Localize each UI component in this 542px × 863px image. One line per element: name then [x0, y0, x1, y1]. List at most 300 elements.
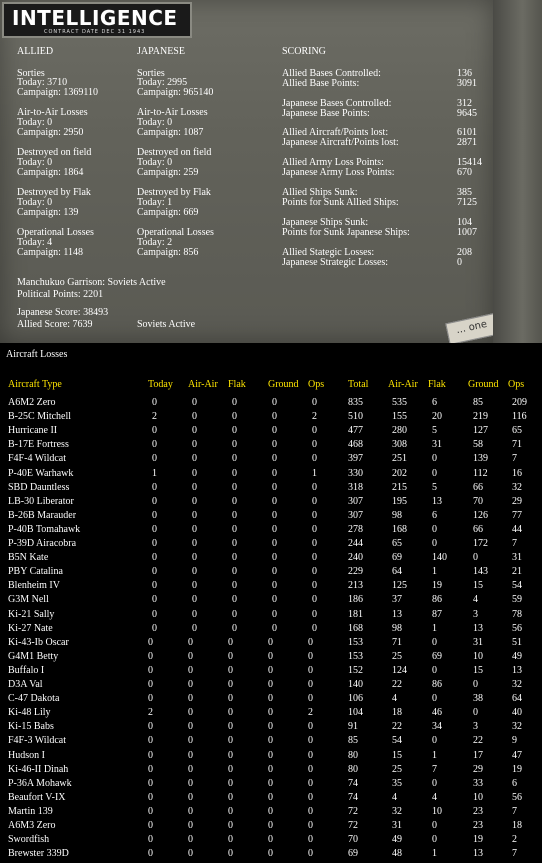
aircraft-losses-title: Aircraft Losses	[6, 349, 68, 360]
loss-value: 0	[308, 651, 313, 662]
loss-value: 21	[512, 566, 522, 577]
loss-value: 7	[432, 764, 437, 775]
loss-value: 168	[348, 623, 363, 634]
allied-sorties-campaign: Campaign: 1369110	[17, 87, 99, 98]
scoring-label: Points for Sunk Allied Ships:	[282, 197, 399, 208]
japanese-flak-campaign: Campaign: 669	[137, 207, 199, 218]
loss-value: 91	[348, 721, 358, 732]
loss-value: 0	[432, 665, 437, 676]
aircraft-type: Brewster 339D	[8, 848, 69, 859]
loss-value: 22	[392, 721, 402, 732]
aircraft-type: B-26B Marauder	[8, 510, 77, 521]
loss-value: 0	[148, 792, 153, 803]
loss-value: 7	[512, 806, 517, 817]
loss-value: 0	[192, 496, 197, 507]
aircraft-type: F4F-3 Wildcat	[8, 735, 67, 746]
aircraft-type: Ki-15 Babs	[8, 721, 54, 732]
loss-value: 0	[312, 510, 317, 521]
loss-value: 25	[392, 651, 402, 662]
loss-value: 307	[348, 496, 363, 507]
loss-value: 126	[473, 510, 488, 521]
loss-value: 0	[148, 735, 153, 746]
loss-value: 0	[148, 651, 153, 662]
scoring-label: Japanese Base Points:	[282, 108, 370, 119]
japanese-sorties-campaign: Campaign: 965140	[137, 87, 214, 98]
loss-value: 0	[272, 552, 277, 563]
loss-value: 37	[392, 594, 402, 605]
loss-value: 0	[432, 693, 437, 704]
loss-value: 0	[192, 594, 197, 605]
loss-value: 127	[473, 425, 488, 436]
scoring-value: 208	[457, 247, 472, 258]
loss-value: 0	[312, 538, 317, 549]
aircraft-type: P-40E Warhawk	[8, 468, 74, 479]
aircraft-type: Ki-21 Sally	[8, 609, 55, 620]
scoring-value: 136	[457, 68, 472, 79]
loss-value: 0	[272, 609, 277, 620]
loss-value: 0	[272, 623, 277, 634]
loss-value: 0	[312, 580, 317, 591]
loss-value: 0	[232, 425, 237, 436]
loss-value: 0	[192, 397, 197, 408]
loss-value: 397	[348, 453, 363, 464]
loss-value: 0	[228, 820, 233, 831]
loss-value: 835	[348, 397, 363, 408]
loss-value: 0	[228, 665, 233, 676]
loss-value: 44	[512, 524, 522, 535]
loss-value: 0	[312, 397, 317, 408]
loss-value: 0	[232, 524, 237, 535]
loss-value: 186	[348, 594, 363, 605]
japanese-header: JAPANESE	[137, 46, 185, 57]
loss-value: 0	[432, 538, 437, 549]
loss-value: 0	[152, 609, 157, 620]
scoring-value: 2871	[457, 137, 477, 148]
loss-value: 22	[392, 679, 402, 690]
loss-value: 0	[152, 425, 157, 436]
loss-value: 0	[148, 693, 153, 704]
loss-value: 0	[192, 552, 197, 563]
manchukuo-garrison: Manchukuo Garrison: Soviets Active	[17, 277, 166, 288]
loss-value: 0	[148, 806, 153, 817]
loss-value: 7	[512, 453, 517, 464]
loss-value: 278	[348, 524, 363, 535]
loss-value: 229	[348, 566, 363, 577]
loss-value: 69	[392, 552, 402, 563]
loss-value: 106	[348, 693, 363, 704]
loss-value: 0	[432, 524, 437, 535]
loss-value: 0	[192, 411, 197, 422]
loss-value: 46	[432, 707, 442, 718]
loss-value: 153	[348, 651, 363, 662]
japanese-flak-today: Today: 1	[137, 197, 173, 208]
loss-value: 31	[392, 820, 402, 831]
loss-value: 0	[432, 453, 437, 464]
aircraft-type: P-36A Mohawk	[8, 778, 72, 789]
scoring-label: Points for Sunk Japanese Ships:	[282, 227, 410, 238]
aircraft-type: Hudson I	[8, 750, 45, 761]
loss-value: 2	[152, 411, 157, 422]
aircraft-type: P-40B Tomahawk	[8, 524, 81, 535]
scoring-value: 7125	[457, 197, 477, 208]
allied-a2a-label: Air-to-Air Losses	[17, 107, 88, 118]
loss-value: 54	[512, 580, 522, 591]
japanese-ops-label: Operational Losses	[137, 227, 214, 238]
scoring-value: 0	[457, 257, 462, 268]
loss-value: 0	[308, 834, 313, 845]
loss-value: 0	[272, 524, 277, 535]
loss-value: 0	[432, 778, 437, 789]
loss-value: 140	[348, 679, 363, 690]
loss-value: 0	[268, 637, 273, 648]
scoring-value: 670	[457, 167, 472, 178]
loss-value: 0	[152, 580, 157, 591]
loss-value: 280	[392, 425, 407, 436]
loss-value: 0	[432, 637, 437, 648]
scoring-label: Allied Stategic Losses:	[282, 247, 375, 258]
column-header: Today	[148, 379, 173, 390]
loss-value: 54	[392, 735, 402, 746]
loss-value: 0	[232, 468, 237, 479]
loss-value: 98	[392, 623, 402, 634]
loss-value: 0	[272, 580, 277, 591]
scoring-label: Japanese Strategic Losses:	[282, 257, 389, 268]
loss-value: 85	[348, 735, 358, 746]
loss-value: 172	[473, 538, 488, 549]
loss-value: 0	[268, 651, 273, 662]
loss-value: 0	[152, 439, 157, 450]
aircraft-type: Swordfish	[8, 834, 50, 845]
loss-value: 251	[392, 453, 407, 464]
scoring-label: Allied Army Loss Points:	[282, 157, 384, 168]
loss-value: 0	[192, 453, 197, 464]
loss-value: 153	[348, 637, 363, 648]
loss-value: 19	[512, 764, 522, 775]
aircraft-type: Ki-27 Nate	[8, 623, 53, 634]
loss-value: 0	[268, 834, 273, 845]
loss-value: 124	[392, 665, 407, 676]
loss-value: 86	[432, 679, 442, 690]
column-header: Air-Air	[388, 379, 418, 390]
loss-value: 0	[432, 834, 437, 845]
loss-value: 18	[392, 707, 402, 718]
scoring-label: Japanese Bases Controlled:	[282, 98, 392, 109]
loss-value: 0	[268, 707, 273, 718]
soviets-status: Soviets Active	[137, 319, 196, 330]
loss-value: 0	[192, 439, 197, 450]
loss-value: 0	[268, 764, 273, 775]
loss-value: 13	[473, 623, 483, 634]
loss-value: 15	[392, 750, 402, 761]
loss-value: 0	[152, 482, 157, 493]
loss-value: 0	[188, 735, 193, 746]
loss-value: 0	[268, 735, 273, 746]
loss-value: 2	[312, 411, 317, 422]
loss-value: 77	[512, 510, 522, 521]
loss-value: 20	[432, 411, 442, 422]
loss-value: 0	[148, 750, 153, 761]
loss-value: 3	[473, 721, 478, 732]
loss-value: 0	[268, 806, 273, 817]
loss-value: 56	[512, 792, 522, 803]
aircraft-type: Ki-48 Lily	[8, 707, 51, 718]
scoring-label: Japanese Army Loss Points:	[282, 167, 395, 178]
loss-value: 0	[188, 665, 193, 676]
column-header: Total	[348, 379, 369, 390]
loss-value: 32	[512, 679, 522, 690]
loss-value: 0	[192, 524, 197, 535]
loss-value: 80	[348, 764, 358, 775]
aircraft-type: D3A Val	[8, 679, 43, 690]
loss-value: 0	[272, 453, 277, 464]
loss-value: 152	[348, 665, 363, 676]
loss-value: 0	[192, 609, 197, 620]
loss-value: 0	[188, 651, 193, 662]
column-header: Ground	[468, 379, 499, 390]
intelligence-panel	[0, 0, 493, 343]
loss-value: 0	[232, 594, 237, 605]
loss-value: 244	[348, 538, 363, 549]
aircraft-type: Buffalo I	[8, 665, 45, 676]
loss-value: 0	[268, 820, 273, 831]
loss-value: 15	[473, 665, 483, 676]
loss-value: 181	[348, 609, 363, 620]
loss-value: 0	[188, 707, 193, 718]
column-header: Air-Air	[188, 379, 218, 390]
loss-value: 0	[232, 566, 237, 577]
loss-value: 35	[392, 778, 402, 789]
loss-value: 6	[432, 510, 437, 521]
loss-value: 0	[272, 425, 277, 436]
loss-value: 0	[268, 848, 273, 859]
loss-value: 0	[232, 510, 237, 521]
scoring-value: 104	[457, 217, 472, 228]
loss-value: 0	[308, 665, 313, 676]
loss-value: 33	[473, 778, 483, 789]
loss-value: 5	[432, 482, 437, 493]
loss-value: 0	[228, 778, 233, 789]
loss-value: 10	[432, 806, 442, 817]
loss-value: 31	[512, 552, 522, 563]
loss-value: 49	[392, 834, 402, 845]
loss-value: 0	[228, 806, 233, 817]
scoring-label: Allied Base Points:	[282, 78, 360, 89]
loss-value: 0	[272, 397, 277, 408]
loss-value: 0	[188, 820, 193, 831]
loss-value: 0	[312, 594, 317, 605]
loss-value: 32	[392, 806, 402, 817]
loss-value: 308	[392, 439, 407, 450]
loss-value: 0	[148, 679, 153, 690]
japanese-ops-today: Today: 2	[137, 237, 173, 248]
japanese-field-label: Destroyed on field	[137, 147, 212, 158]
loss-value: 18	[512, 820, 522, 831]
loss-value: 0	[192, 538, 197, 549]
loss-value: 143	[473, 566, 488, 577]
loss-value: 0	[148, 848, 153, 859]
column-header: Flak	[228, 379, 246, 390]
loss-value: 10	[473, 651, 483, 662]
loss-value: 330	[348, 468, 363, 479]
loss-value: 0	[228, 792, 233, 803]
loss-value: 0	[473, 552, 478, 563]
loss-value: 7	[512, 848, 517, 859]
loss-value: 32	[512, 482, 522, 493]
loss-value: 0	[152, 510, 157, 521]
aircraft-type: Blenheim IV	[8, 580, 60, 591]
loss-value: 0	[432, 735, 437, 746]
loss-value: 13	[473, 848, 483, 859]
scoring-value: 3091	[457, 78, 477, 89]
loss-value: 0	[188, 764, 193, 775]
loss-value: 0	[192, 566, 197, 577]
japanese-a2a-today: Today: 0	[137, 117, 173, 128]
loss-value: 0	[152, 594, 157, 605]
loss-value: 6	[512, 778, 517, 789]
loss-value: 0	[232, 609, 237, 620]
loss-value: 0	[312, 566, 317, 577]
loss-value: 0	[272, 594, 277, 605]
loss-value: 0	[232, 496, 237, 507]
loss-value: 0	[192, 425, 197, 436]
aircraft-type: Martin 139	[8, 806, 53, 817]
loss-value: 74	[348, 778, 358, 789]
loss-value: 209	[512, 397, 527, 408]
loss-value: 195	[392, 496, 407, 507]
loss-value: 0	[228, 707, 233, 718]
aircraft-type: A6M2 Zero	[8, 397, 56, 408]
loss-value: 4	[392, 693, 397, 704]
loss-value: 87	[432, 609, 442, 620]
loss-value: 0	[272, 411, 277, 422]
loss-value: 31	[473, 637, 483, 648]
aircraft-type: F4F-4 Wildcat	[8, 453, 67, 464]
loss-value: 1	[432, 848, 437, 859]
loss-value: 4	[473, 594, 478, 605]
allied-flak-label: Destroyed by Flak	[17, 187, 91, 198]
loss-value: 0	[228, 834, 233, 845]
loss-value: 213	[348, 580, 363, 591]
loss-value: 116	[512, 411, 527, 422]
loss-value: 0	[188, 834, 193, 845]
loss-value: 155	[392, 411, 407, 422]
loss-value: 0	[188, 750, 193, 761]
column-header: Aircraft Type	[8, 379, 62, 390]
loss-value: 0	[312, 453, 317, 464]
scoring-label: Allied Bases Controlled:	[282, 68, 381, 79]
loss-value: 477	[348, 425, 363, 436]
loss-value: 202	[392, 468, 407, 479]
loss-value: 85	[473, 397, 483, 408]
loss-value: 104	[348, 707, 363, 718]
loss-value: 0	[312, 496, 317, 507]
loss-value: 1	[432, 623, 437, 634]
loss-value: 0	[432, 820, 437, 831]
loss-value: 0	[308, 637, 313, 648]
scoring-value: 312	[457, 98, 472, 109]
allied-ops-label: Operational Losses	[17, 227, 94, 238]
loss-value: 0	[228, 764, 233, 775]
title-plate	[2, 2, 192, 38]
loss-value: 80	[348, 750, 358, 761]
loss-value: 47	[512, 750, 522, 761]
loss-value: 0	[308, 820, 313, 831]
loss-value: 78	[512, 609, 522, 620]
loss-value: 307	[348, 510, 363, 521]
loss-value: 71	[392, 637, 402, 648]
loss-value: 0	[473, 679, 478, 690]
loss-value: 0	[228, 848, 233, 859]
contract-date: CONTRACT DATE DEC 31 1943	[44, 29, 146, 35]
loss-value: 0	[308, 848, 313, 859]
loss-value: 510	[348, 411, 363, 422]
loss-value: 219	[473, 411, 488, 422]
aircraft-type: B5N Kate	[8, 552, 49, 563]
loss-value: 0	[312, 623, 317, 634]
loss-value: 7	[512, 538, 517, 549]
loss-value: 0	[232, 453, 237, 464]
loss-value: 0	[188, 721, 193, 732]
loss-value: 0	[228, 693, 233, 704]
loss-value: 0	[188, 637, 193, 648]
loss-value: 168	[392, 524, 407, 535]
loss-value: 16	[512, 468, 522, 479]
loss-value: 13	[432, 496, 442, 507]
loss-value: 2	[148, 707, 153, 718]
scoring-value: 9645	[457, 108, 477, 119]
allied-flak-campaign: Campaign: 139	[17, 207, 79, 218]
loss-value: 140	[432, 552, 447, 563]
loss-value: 0	[228, 651, 233, 662]
loss-value: 0	[228, 735, 233, 746]
loss-value: 66	[473, 524, 483, 535]
loss-value: 38	[473, 693, 483, 704]
loss-value: 64	[512, 693, 522, 704]
loss-value: 40	[512, 707, 522, 718]
loss-value: 25	[392, 764, 402, 775]
loss-value: 0	[148, 721, 153, 732]
loss-value: 0	[312, 524, 317, 535]
loss-value: 0	[192, 510, 197, 521]
loss-value: 1	[432, 750, 437, 761]
loss-value: 0	[308, 721, 313, 732]
loss-value: 2	[512, 834, 517, 845]
loss-value: 0	[308, 693, 313, 704]
loss-value: 5	[432, 425, 437, 436]
loss-value: 0	[308, 735, 313, 746]
loss-value: 0	[312, 482, 317, 493]
loss-value: 0	[232, 397, 237, 408]
loss-value: 0	[228, 637, 233, 648]
allied-sorties-today: Today: 3710	[17, 77, 68, 88]
loss-value: 23	[473, 820, 483, 831]
scoring-header: SCORING	[282, 46, 326, 57]
loss-value: 0	[152, 538, 157, 549]
loss-value: 49	[512, 651, 522, 662]
aircraft-type: B-25C Mitchell	[8, 411, 72, 422]
loss-value: 0	[232, 623, 237, 634]
aircraft-type: PBY Catalina	[8, 566, 63, 577]
loss-value: 29	[473, 764, 483, 775]
loss-value: 0	[228, 679, 233, 690]
panel-edge	[493, 0, 542, 343]
loss-value: 0	[188, 848, 193, 859]
loss-value: 0	[268, 778, 273, 789]
loss-value: 51	[512, 637, 522, 648]
loss-value: 125	[392, 580, 407, 591]
allied-sorties-label: Sorties	[17, 68, 45, 79]
loss-value: 69	[432, 651, 442, 662]
